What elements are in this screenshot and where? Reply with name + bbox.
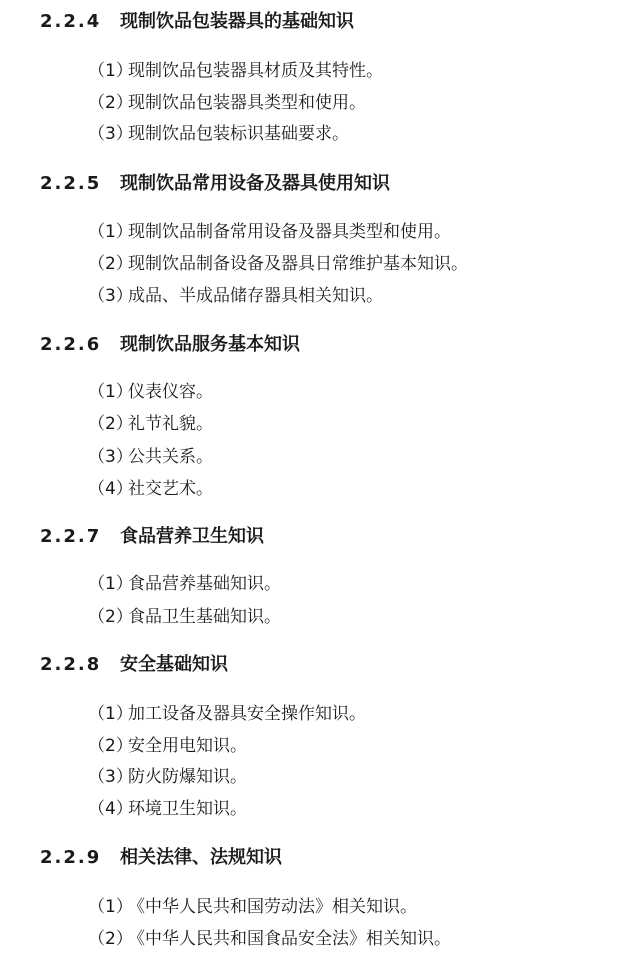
section-title: 相关法律、法规知识 <box>120 847 282 868</box>
item-text: 现制饮品包装器具材质及其特性。 <box>128 61 383 81</box>
section-heading <box>40 844 282 872</box>
item-marker: （4） <box>88 799 133 819</box>
list-item <box>88 604 281 630</box>
section-heading <box>40 8 354 36</box>
list-item <box>88 476 213 502</box>
item-marker: （1） <box>88 222 133 242</box>
section-number: 2.2.5 <box>40 173 102 194</box>
item-text: 环境卫生知识。 <box>128 799 247 819</box>
item-marker: （4） <box>88 479 133 499</box>
item-marker: （2） <box>88 929 133 949</box>
item-text: 食品卫生基础知识。 <box>128 607 281 627</box>
section-number: 2.2.7 <box>40 526 102 547</box>
section-number: 2.2.6 <box>40 334 102 355</box>
item-marker: （2） <box>88 254 133 274</box>
list-item <box>88 121 349 147</box>
item-text: 《中华人民共和国食品安全法》相关知识。 <box>128 929 451 949</box>
item-text: 成品、半成品储存器具相关知识。 <box>128 286 383 306</box>
list-item <box>88 926 451 952</box>
item-text: 礼节礼貌。 <box>128 414 213 434</box>
item-marker: （1） <box>88 382 133 402</box>
item-marker: （3） <box>88 286 133 306</box>
list-item <box>88 58 383 84</box>
item-text: 《中华人民共和国劳动法》相关知识。 <box>128 897 417 917</box>
item-text: 安全用电知识。 <box>128 736 247 756</box>
item-text: 食品营养基础知识。 <box>128 574 281 594</box>
item-marker: （1） <box>88 897 133 917</box>
item-text: 社交艺术。 <box>128 479 213 499</box>
item-text: 仪表仪容。 <box>128 382 213 402</box>
item-text: 公共关系。 <box>128 447 213 467</box>
item-marker: （1） <box>88 704 133 724</box>
section-heading <box>40 170 390 198</box>
list-item <box>88 701 366 727</box>
item-marker: （2） <box>88 93 133 113</box>
section-title: 现制饮品服务基本知识 <box>120 334 300 355</box>
item-text: 现制饮品制备常用设备及器具类型和使用。 <box>128 222 451 242</box>
section-number: 2.2.9 <box>40 847 102 868</box>
section-title: 现制饮品常用设备及器具使用知识 <box>120 173 390 194</box>
section-title: 食品营养卫生知识 <box>120 526 264 547</box>
item-marker: （3） <box>88 447 133 467</box>
item-text: 加工设备及器具安全操作知识。 <box>128 704 366 724</box>
item-marker: （2） <box>88 607 133 627</box>
item-marker: （3） <box>88 767 133 787</box>
item-marker: （3） <box>88 124 133 144</box>
item-marker: （1） <box>88 61 133 81</box>
section-title: 现制饮品包装器具的基础知识 <box>120 11 354 32</box>
list-item <box>88 379 213 405</box>
section-heading <box>40 651 228 679</box>
item-marker: （2） <box>88 736 133 756</box>
item-text: 防火防爆知识。 <box>128 767 247 787</box>
list-item <box>88 733 247 759</box>
item-marker: （2） <box>88 414 133 434</box>
section-number: 2.2.8 <box>40 654 102 675</box>
item-text: 现制饮品制备设备及器具日常维护基本知识。 <box>128 254 468 274</box>
list-item <box>88 283 383 309</box>
section-heading <box>40 331 300 359</box>
list-item <box>88 251 468 277</box>
list-item <box>88 571 281 597</box>
section-heading <box>40 523 264 551</box>
section-number: 2.2.4 <box>40 11 102 32</box>
list-item <box>88 796 247 822</box>
list-item <box>88 411 213 437</box>
section-title: 安全基础知识 <box>120 654 228 675</box>
item-text: 现制饮品包装标识基础要求。 <box>128 124 349 144</box>
list-item <box>88 90 366 116</box>
list-item <box>88 219 451 245</box>
item-text: 现制饮品包装器具类型和使用。 <box>128 93 366 113</box>
list-item <box>88 894 417 920</box>
item-marker: （1） <box>88 574 133 594</box>
list-item <box>88 764 247 790</box>
list-item <box>88 444 213 470</box>
